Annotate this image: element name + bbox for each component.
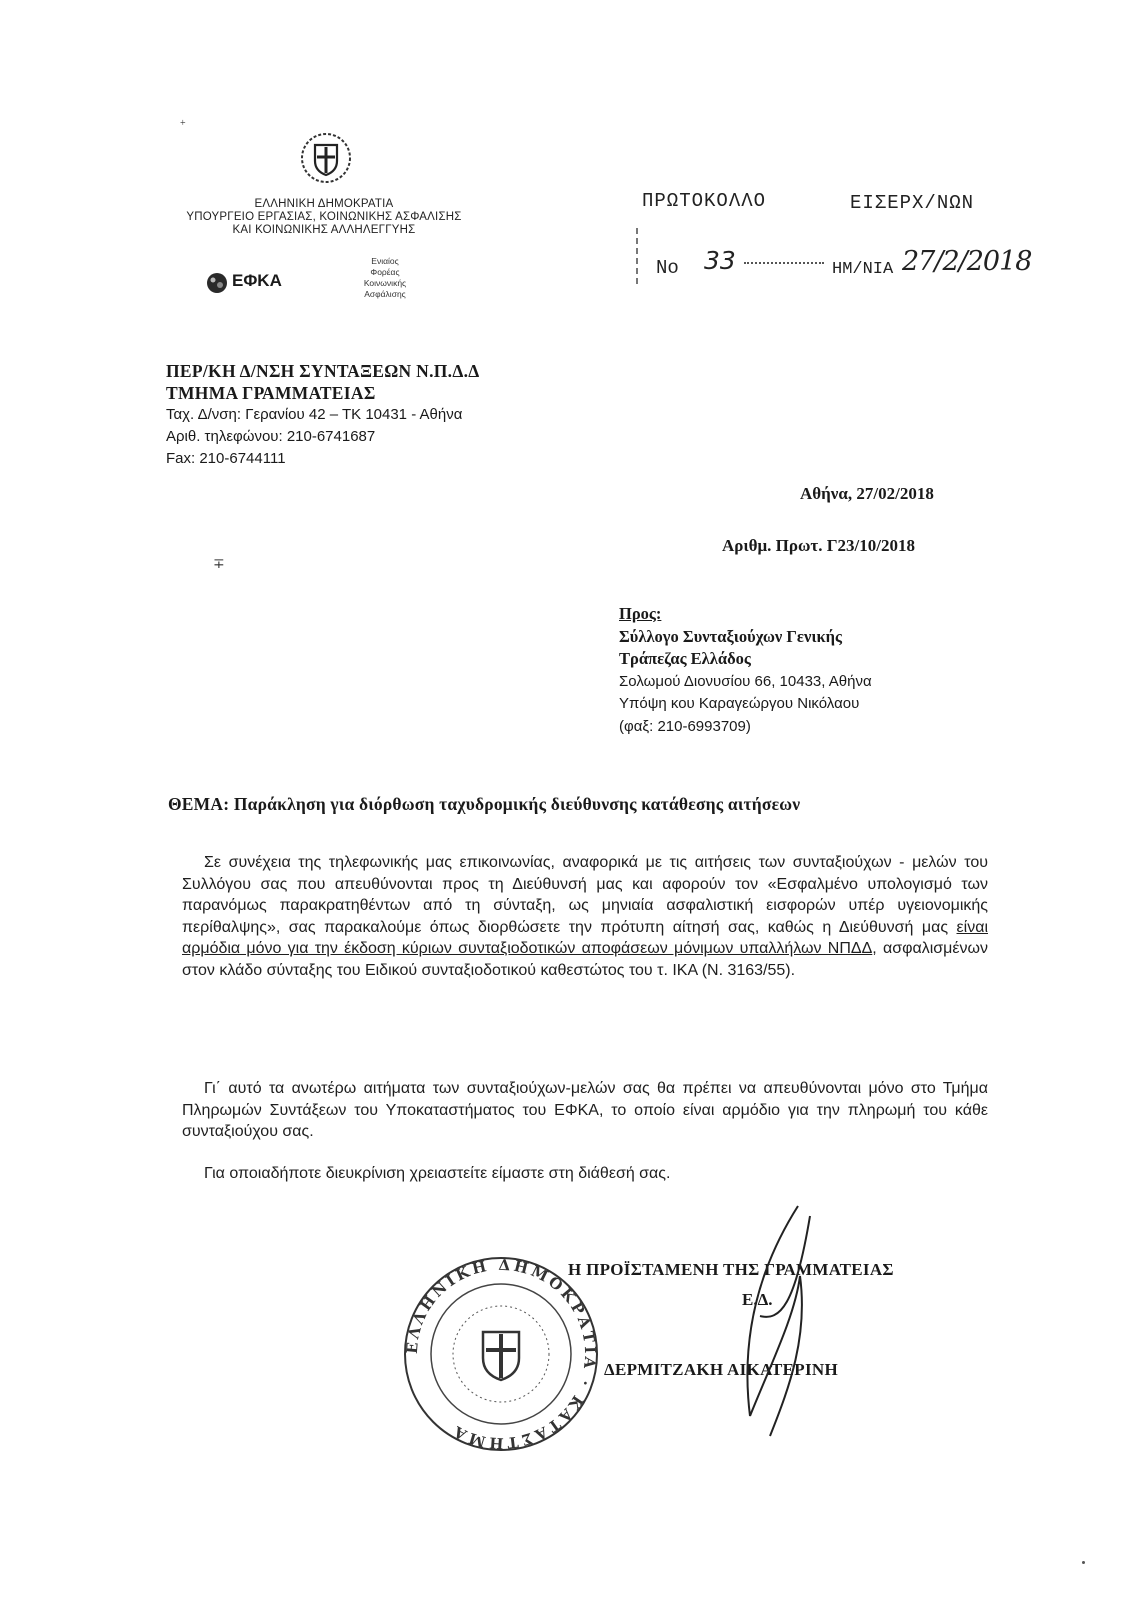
official-seal-icon: [401, 1254, 601, 1454]
seal-text: ΕΛΛΗΝΙΚΗ ΔΗΜΟΚΡΑΤΙΑ · ΚΑΤΑΣΤΗΜΑ: [402, 1255, 600, 1453]
greek-coat-of-arms-icon: [298, 130, 354, 186]
stamp-frame: [636, 228, 644, 284]
handwritten-signature-icon: [700, 1196, 850, 1446]
stamp-number-value: 33: [704, 246, 736, 275]
sender-department: ΠΕΡ/ΚΗ Δ/ΝΣΗ ΣΥΝΤΑΞΕΩΝ Ν.Π.Δ.Δ: [166, 361, 480, 381]
sender-phone: Αριθ. τηλεφώνου: 210-6741687: [166, 428, 376, 445]
underlined-text: είναι αρμόδια μόνο για την έκδοση κύριων συνταξιοδοτικών αποφάσεων μόνιμων υπαλλήλων ΝΠΔΔ: [182, 918, 988, 957]
efka-description: [345, 256, 425, 300]
efka-desc-line: Φορέας: [370, 267, 400, 277]
signatory-name: ΔΕΡΜΙΤΖΑΚΗ ΑΙΚΑΤΕΡΙΝΗ: [604, 1360, 838, 1379]
crest-mark: +: [180, 118, 186, 129]
body-paragraph: Γι΄ αυτό τα ανωτέρω αιτήματα των συνταξιούχων-μελών σας θα πρέπει να απευθύνονται μόνο στο Τμήμα Πληρωμών Συντάξεων του Υποκαταστήματος του ΕΦΚΑ, το οποίο είναι αρμόδιο για την πληρωμή του κάθε συνταξιούχου σας.: [182, 1080, 988, 1140]
stamp-title: ΠΡΩΤΟΚΟΛΛΟ: [642, 190, 767, 212]
stamp-dotted-line: [744, 262, 824, 264]
efka-desc-line: Κοινωνικής: [363, 278, 407, 288]
ministry-line: ΥΠΟΥΡΓΕΙΟ ΕΡΓΑΣΙΑΣ, ΚΟΙΝΩΝΙΚΗΣ ΑΣΦΑΛΙΣΗΣ: [186, 211, 462, 223]
body-paragraph: Για οποιαδήποτε διευκρίνιση χρειαστείτε είμαστε στη διάθεσή σας.: [204, 1165, 671, 1182]
recipient-org-line: Σύλλογο Συνταξιούχων Γενικής: [619, 626, 842, 646]
ministry-heading: [165, 198, 483, 237]
signatory-title: Η ΠΡΟΪΣΤΑΜΕΝΗ ΤΗΣ ΓΡΑΜΜΑΤΕΙΑΣ: [568, 1260, 894, 1279]
ministry-line: ΚΑΙ ΚΟΙΝΩΝΙΚΗΣ ΑΛΛΗΛΕΓΓΥΗΣ: [232, 224, 416, 236]
recipient-label: Προς:: [619, 604, 662, 623]
scan-speck: [1082, 1561, 1085, 1564]
margin-mark: ∓: [213, 557, 225, 572]
stamp-date-value: 27/2/2018: [902, 246, 1032, 277]
recipient-address: Σολωμού Διονυσίου 66, 10433, Αθήνα: [619, 672, 872, 690]
efka-name: ΕΦΚΑ: [232, 271, 282, 290]
recipient-block: [619, 603, 872, 738]
subject-line: ΘΕΜΑ: Παράκληση για διόρθωση ταχυδρομικής διεύθυνσης κατάθεσης αιτήσεων: [168, 794, 801, 814]
protocol-number: Αριθμ. Πρωτ. Γ23/10/2018: [722, 536, 916, 555]
ministry-line: ΕΛΛΗΝΙΚΗ ΔΗΜΟΚΡΑΤΙΑ: [254, 198, 394, 210]
body-text-run: Σε συνέχεια της τηλεφωνικής μας επικοινωνίας, αναφορικά με τις αιτήσεις των συνταξιούχων - μελών του Συλλόγου σας που απευθύνονται προς τη Διεύθυνσή μας και αφορούν τον «Εσφαλμένο υπολογισμό των παρανόμως παρακρατηθέντων από τη σύνταξη, ως μηνιαία ασφαλιστική εισφορών υπέρ υγειονομικής περίθαλψης», σας παρακαλούμε όπως διορθώσετε την πρότυπη αίτησή σας, καθώς η Διεύθυνσή μας: [182, 854, 988, 936]
protocol-stamp: [636, 180, 1032, 300]
efka-logo-icon: [206, 272, 228, 294]
sender-block: [166, 360, 480, 470]
recipient-fax: (φαξ: 210-6993709): [619, 717, 751, 735]
place-date: Αθήνα, 27/02/2018: [800, 484, 934, 503]
sender-section: ΤΜΗΜΑ ΓΡΑΜΜΑΤΕΙΑΣ: [166, 383, 376, 403]
sender-address: Ταχ. Δ/νση: Γερανίου 42 – ΤΚ 10431 - Αθήνα: [166, 406, 463, 423]
body-text-run: , ασφαλισμένων στον κλάδο σύνταξης του Ειδικού συνταξιοδοτικού καθεστώτος του τ. ΙΚΑ (Ν. 3163/55).: [182, 940, 988, 979]
sender-fax: Fax: 210-6744111: [166, 450, 286, 467]
body-paragraph: [182, 852, 988, 981]
recipient-org-line: Τράπεζας Ελλάδος: [619, 649, 751, 668]
efka-desc-line: Ενιαίος: [371, 256, 399, 266]
stamp-number-label: No: [656, 257, 679, 279]
stamp-incoming-label: ΕΙΣΕΡΧ/ΝΩΝ: [850, 192, 975, 214]
efka-desc-line: Ασφάλισης: [364, 289, 406, 299]
stamp-date-label: ΗΜ/ΝΙΑ: [832, 260, 894, 279]
signatory-role: Ε.Δ.: [742, 1290, 773, 1309]
recipient-attention: Υπόψη κου Καραγεώργου Νικόλαου: [619, 695, 860, 712]
